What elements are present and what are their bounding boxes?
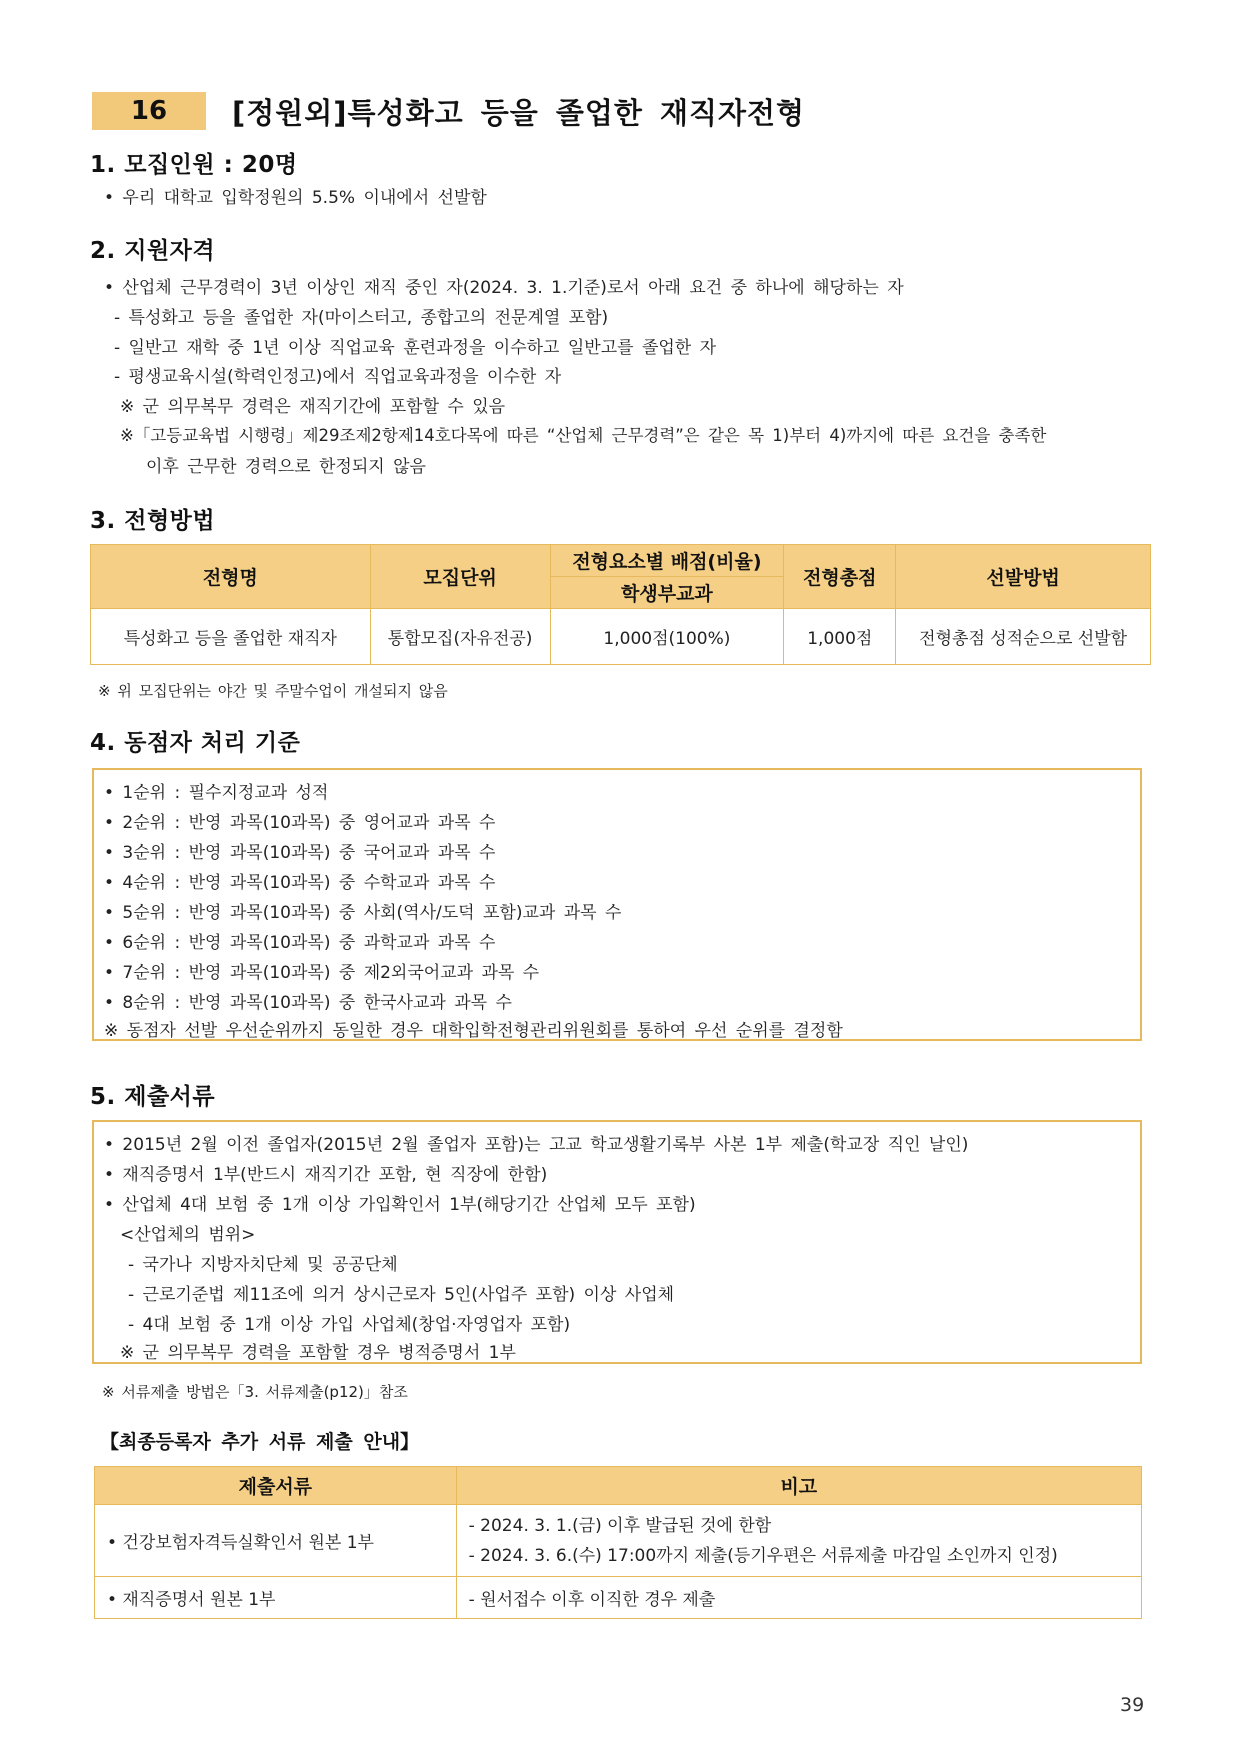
eligibility-note: ※ 군 의무복무 경력은 재직기간에 포함할 수 있음 xyxy=(120,397,506,417)
heading-tiebreak: 4. 동점자 처리 기준 xyxy=(90,730,301,756)
eligibility-line: - 특성화고 등을 졸업한 자(마이스터고, 종합고의 전문계열 포함) xyxy=(114,308,609,328)
table-cell xyxy=(456,1505,1141,1577)
note-line: - 2024. 3. 1.(금) 이후 발급된 것에 한함 xyxy=(468,1515,772,1536)
eligibility-note-cont: 이후 근무한 경력으로 한정되지 않음 xyxy=(146,457,426,477)
table-header: 제출서류 xyxy=(95,1467,457,1505)
tiebreak-item: • 1순위 : 필수지정교과 성적 xyxy=(104,783,329,803)
documents-item: • 재직증명서 1부(반드시 재직기간 포함, 현 직장에 한함) xyxy=(104,1165,548,1185)
eligibility-line: - 일반고 재학 중 1년 이상 직업교육 훈련과정을 이수하고 일반고를 졸업한 자 xyxy=(114,338,717,358)
tiebreak-item: • 7순위 : 반영 과목(10과목) 중 제2외국어교과 과목 수 xyxy=(104,963,540,983)
documents-subitem: - 4대 보험 중 1개 이상 가입 사업체(창업·자영업자 포함) xyxy=(128,1315,571,1335)
table-row xyxy=(95,1577,1142,1619)
tiebreak-box xyxy=(92,768,1142,1041)
recruitment-item: • 우리 대학교 입학정원의 5.5% 이내에서 선발함 xyxy=(104,188,487,208)
table-cell: 전형총점 성적순으로 선발함 xyxy=(896,609,1151,665)
table-row xyxy=(91,609,1151,665)
table-header: 전형요소별 배점(비율) xyxy=(550,545,784,577)
note-line: - 2024. 3. 6.(수) 17:00까지 제출(등기우편은 서류제출 마감일 소인까지 인정) xyxy=(468,1545,1058,1566)
table-cell: • 재직증명서 원본 1부 xyxy=(95,1577,457,1619)
documents-subitem: - 근로기준법 제11조에 의거 상시근로자 5인(사업주 포함) 이상 사업체 xyxy=(128,1285,675,1305)
table-header: 모집단위 xyxy=(370,545,550,609)
tiebreak-item: • 5순위 : 반영 과목(10과목) 중 사회(역사/도덕 포함)교과 과목 수 xyxy=(104,903,622,923)
table-header: 비고 xyxy=(456,1467,1141,1505)
final-registration-title: 【최종등록자 추가 서류 제출 안내】 xyxy=(100,1431,420,1453)
selection-note: ※ 위 모집단위는 야간 및 주말수업이 개설되지 않음 xyxy=(98,682,448,700)
tiebreak-item: • 4순위 : 반영 과목(10과목) 중 수학교과 과목 수 xyxy=(104,873,496,893)
final-documents-table xyxy=(94,1466,1142,1619)
documents-box xyxy=(92,1120,1142,1364)
documents-subitem: - 국가나 지방자치단체 및 공공단체 xyxy=(128,1255,398,1275)
documents-method-note: ※ 서류제출 방법은「3. 서류제출(p12)」참조 xyxy=(102,1383,408,1401)
heading-eligibility: 2. 지원자격 xyxy=(90,238,216,264)
page-number: 39 xyxy=(1120,1694,1145,1716)
table-cell: 1,000점(100%) xyxy=(550,609,784,665)
heading-selection-method: 3. 전형방법 xyxy=(90,508,216,534)
eligibility-line: - 평생교육시설(학력인정고)에서 직업교육과정을 이수한 자 xyxy=(114,367,562,387)
documents-item: • 산업체 4대 보험 중 1개 이상 가입확인서 1부(해당기간 산업체 모두 포함) xyxy=(104,1195,696,1215)
documents-subheading: <산업체의 범위> xyxy=(120,1225,256,1245)
documents-note: ※ 군 의무복무 경력을 포함할 경우 병적증명서 1부 xyxy=(120,1343,516,1363)
table-cell: 1,000점 xyxy=(784,609,896,665)
table-header: 선발방법 xyxy=(896,545,1151,609)
table-cell: 통합모집(자유전공) xyxy=(370,609,550,665)
page-title: [정원외]특성화고 등을 졸업한 재직자전형 xyxy=(232,95,806,130)
heading-documents: 5. 제출서류 xyxy=(90,1084,216,1110)
tiebreak-item: • 3순위 : 반영 과목(10과목) 중 국어교과 과목 수 xyxy=(104,843,496,863)
documents-item: • 2015년 2월 이전 졸업자(2015년 2월 졸업자 포함)는 고교 학교생활기록부 사본 1부 제출(학교장 직인 날인) xyxy=(104,1135,969,1155)
tiebreak-note: ※ 동점자 선발 우선순위까지 동일한 경우 대학입학전형관리위원회를 통하여 우선 순위를 결정함 xyxy=(104,1021,843,1041)
table-cell: 특성화고 등을 졸업한 재직자 xyxy=(91,609,371,665)
heading-recruitment: 1. 모집인원 : 20명 xyxy=(90,152,298,178)
eligibility-note: ※「고등교육법 시행령」제29조제2항제14호다목에 따른 “산업체 근무경력”은 같은 목 1)부터 4)까지에 따른 요건을 충족한 xyxy=(120,426,1047,445)
table-row xyxy=(95,1505,1142,1577)
table-cell: • 건강보험자격득실확인서 원본 1부 xyxy=(95,1505,457,1577)
selection-table xyxy=(90,544,1151,665)
tiebreak-item: • 6순위 : 반영 과목(10과목) 중 과학교과 과목 수 xyxy=(104,933,496,953)
section-title-row xyxy=(92,92,805,130)
section-number-badge: 16 xyxy=(92,92,206,130)
table-header: 전형명 xyxy=(91,545,371,609)
table-cell: - 원서접수 이후 이직한 경우 제출 xyxy=(456,1577,1141,1619)
table-header: 전형총점 xyxy=(784,545,896,609)
tiebreak-item: • 8순위 : 반영 과목(10과목) 중 한국사교과 과목 수 xyxy=(104,993,512,1013)
tiebreak-item: • 2순위 : 반영 과목(10과목) 중 영어교과 과목 수 xyxy=(104,813,496,833)
eligibility-line: • 산업체 근무경력이 3년 이상인 재직 중인 자(2024. 3. 1.기준)로서 아래 요건 중 하나에 해당하는 자 xyxy=(104,278,904,298)
table-subheader: 학생부교과 xyxy=(550,577,784,609)
